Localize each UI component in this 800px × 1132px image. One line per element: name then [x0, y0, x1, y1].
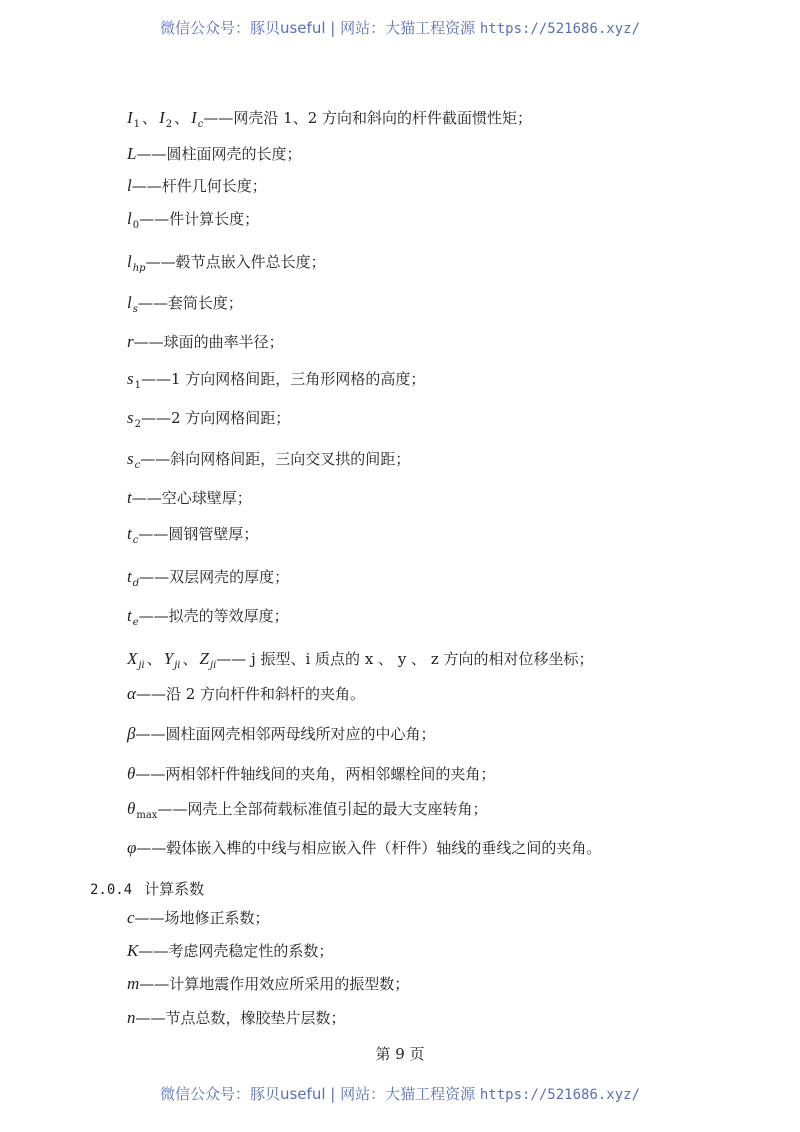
definition-text: ——网壳沿 1、2 方向和斜向的杆件截面惯性矩；: [203, 109, 533, 127]
symbol: s: [127, 408, 134, 427]
symbol: t: [127, 567, 132, 586]
coefficient-definition-2: [127, 973, 409, 995]
watermark-prefix: 微信公众号：豚贝useful | 网站：大猫工程资源: [159, 1085, 480, 1103]
symbol: K: [127, 941, 139, 960]
section-heading: [90, 878, 204, 901]
symbol: t: [127, 488, 132, 507]
definition-text: ——节点总数，橡胶垫片层数；: [135, 1009, 346, 1027]
definition-text: ——圆钢管壁厚；: [138, 525, 259, 543]
symbol-definition-5: [127, 292, 243, 321]
symbol-subscript: 2: [165, 119, 173, 130]
symbol-subscript: s: [132, 304, 138, 315]
definition-text: ——空心球壁厚；: [131, 489, 252, 507]
symbol: I: [191, 108, 197, 127]
definition-text: ——拟壳的等效厚度；: [138, 607, 289, 625]
symbol: α: [127, 684, 136, 703]
page-number: 第 9 页: [375, 1045, 425, 1063]
symbol-definition-14: [127, 648, 594, 677]
definition-text: ——沿 2 方向杆件和斜杆的夹角。: [135, 685, 366, 703]
symbol-definition-6: [127, 331, 284, 353]
separator: 、: [142, 109, 158, 127]
symbol-definition-4: [127, 251, 326, 280]
symbol-subscript: 2: [134, 419, 141, 430]
watermark-top: [0, 17, 800, 38]
symbol: t: [127, 524, 132, 543]
separator: 、: [174, 109, 190, 127]
definition-text: ——球面的曲率半径；: [133, 333, 284, 351]
symbol: l: [127, 252, 132, 271]
symbol-definition-7: [127, 368, 425, 397]
symbol: c: [127, 908, 135, 927]
symbol-definition-9: [127, 448, 410, 477]
symbol: I: [127, 108, 133, 127]
symbol: θ: [127, 764, 136, 783]
definition-text: ——套筒长度；: [137, 294, 243, 312]
definition-text: ——毂体嵌入榫的中线与相应嵌入件（杆件）轴线的垂线之间的夹角。: [136, 839, 602, 857]
symbol-definition-18: [127, 798, 487, 827]
symbol-definition-8: [127, 407, 290, 436]
watermark-url: https://521686.xyz/: [479, 1087, 641, 1103]
separator: 、: [182, 650, 198, 668]
symbol: L: [127, 144, 137, 163]
symbol-definition-13: [127, 605, 289, 634]
definition-text: ——考虑网壳稳定性的系数；: [138, 942, 334, 960]
symbol-definition-17: [127, 763, 495, 785]
symbol: s: [127, 449, 134, 468]
symbol-definition-1: [127, 143, 301, 165]
symbol: Z: [199, 649, 209, 668]
symbol: l: [127, 209, 132, 228]
definition-text: ——网壳上全部荷载标准值引起的最大支座转角；: [157, 800, 488, 818]
symbol-definition-19: [127, 837, 601, 859]
symbol: l: [127, 293, 132, 312]
symbol: β: [127, 724, 136, 743]
symbol-subscript: c: [132, 535, 139, 546]
symbol: t: [127, 606, 132, 625]
symbol: X: [127, 649, 138, 668]
coefficient-definition-0: [127, 907, 270, 929]
section-title: 计算系数: [144, 880, 205, 898]
definition-text: ——件计算长度；: [139, 210, 260, 228]
definition-text: ——计算地震作用效应所采用的振型数；: [139, 975, 410, 993]
symbol: m: [127, 974, 140, 993]
symbol-subscript: 0: [132, 220, 140, 231]
symbol-subscript: ji: [209, 660, 217, 671]
definition-text: ——双层网壳的厚度；: [139, 568, 290, 586]
symbol-subscript: max: [136, 810, 158, 821]
symbol-subscript: c: [134, 460, 141, 471]
symbol-definition-15: [127, 683, 365, 705]
symbol-definition-16: [127, 723, 435, 745]
symbol: θ: [127, 799, 136, 818]
definition-text: ——2 方向网格间距；: [141, 409, 291, 427]
symbol-subscript: e: [132, 617, 139, 628]
symbol: φ: [127, 838, 137, 857]
symbol-subscript: d: [132, 578, 140, 589]
symbol-subscript: ji: [174, 660, 181, 671]
symbol-subscript: 1: [134, 380, 141, 391]
symbol-definition-3: [127, 208, 259, 237]
definition-text: ——场地修正系数；: [134, 909, 270, 927]
coefficient-definition-1: [127, 940, 333, 962]
symbol-subscript: 1: [133, 119, 141, 130]
symbol-definition-0: [127, 107, 532, 136]
definition-text: ——圆柱面网壳的长度；: [136, 145, 302, 163]
definition-text: ——斜向网格间距，三向交叉拱的间距；: [140, 450, 411, 468]
coefficient-definition-3: [127, 1007, 346, 1029]
symbol-subscript: hp: [132, 263, 146, 274]
definition-text: ——圆柱面网壳相邻两母线所对应的中心角；: [135, 725, 436, 743]
symbol: s: [127, 369, 134, 388]
separator: 、: [146, 650, 162, 668]
definition-text: —— j 振型、i 质点的 x 、 y 、 z 方向的相对位移坐标；: [216, 650, 594, 668]
watermark-url: https://521686.xyz/: [479, 21, 641, 37]
section-number: 2.0.4: [90, 882, 133, 898]
symbol: l: [127, 176, 132, 195]
symbol-definition-10: [127, 487, 252, 509]
symbol: I: [159, 108, 165, 127]
definition-text: ——毂节点嵌入件总长度；: [145, 253, 326, 271]
watermark-prefix: 微信公众号：豚贝useful | 网站：大猫工程资源: [159, 19, 480, 37]
watermark-bottom: [0, 1083, 800, 1104]
symbol-subscript: c: [197, 119, 204, 130]
definition-text: ——两相邻杆件轴线间的夹角，两相邻螺栓间的夹角；: [135, 765, 496, 783]
symbol-definition-12: [127, 566, 289, 595]
symbol: r: [127, 332, 134, 351]
symbol: Y: [163, 649, 174, 668]
symbol-definition-2: [127, 175, 267, 197]
definition-text: ——杆件几何长度；: [131, 177, 267, 195]
symbol-subscript: ji: [138, 660, 145, 671]
symbol: n: [127, 1008, 136, 1027]
symbol-definition-11: [127, 523, 258, 552]
definition-text: ——1 方向网格间距，三角形网格的高度；: [141, 370, 426, 388]
